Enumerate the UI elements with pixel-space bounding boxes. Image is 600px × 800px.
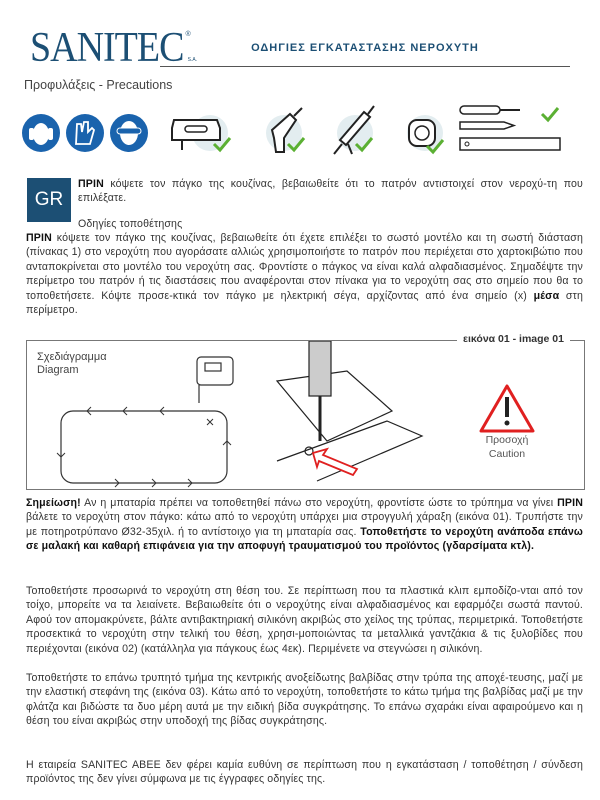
silicone-gun-icon: [334, 106, 374, 154]
placement-paragraph: Τοποθετήστε προσωρινά το νεροχύτη στη θέση του. Σε περίπτωση που τα πλαστικά κλιπ εμποδίζο-νται από τον τοίχο, μπορείτε να τα λειαίνετε. Βεβαιωθείτε ότι ο νεροχύτης είναι αλφαδιασμένος και εφαρμόζει σωστά παντού. Αφού τον απομακρύνετε, βάλτε αντιβακτηριακή σιλικόνη ακριβώς στο χείλος της τρύπας, περιμετρικά. Τοποθετήστε προσεκτικά το νεροχύτη στην τελική του θέση, χρησι-μοποιώντας τα μεταλλικά γαντζάκια & τις ξυλοβίδες που περιέχονται (εικόνα 02) (κατάλληλα για πάγκους έως 4εκ). Περιμένετε να στεγνώσει η σιλικόνη.: [26, 585, 583, 655]
safety-goggles-icon: [110, 114, 148, 152]
header-divider: [160, 66, 570, 67]
screwdriver-pencil-level-icon: [460, 106, 560, 150]
precaution-icons: [22, 100, 582, 170]
diagram-label: Σχεδιάγραμμα Diagram: [37, 351, 107, 376]
note-paragraph: Σημείωση! Αν η μπαταρία πρέπει να τοποθετηθεί πάνω στο νεροχύτη, φροντίστε ώστε το τρύπημα να γίνει ΠΡΙΝ βάλετε το νεροχύτη στον πάγκο: κάτω από το νεροχύτη υπάρχει μια στρογγυλή χάραξη (εικόνα 01). Τρυπήστε την με ποτηροτρύπανο Ø32-35χιλ. ή το αντίστοιχο για τη μπαταρία σας. Τοποθετήστε το νεροχύτη ανάποδα επάνω σε μαλακή και καθαρή επιφάνεια για την αποφυγή τραυματισμού του προϊόντος (γδαρσίματα κτλ).: [26, 497, 583, 553]
figure-label: εικόνα 01 - image 01: [457, 333, 570, 345]
red-arrow: [313, 449, 357, 475]
gloves-icon: [66, 114, 104, 152]
instructions-paragraph: ΠΡΙΝ κόψετε τον πάγκο της κουζίνας, βεβαιωθείτε ότι έχετε επιλέξει το σωστό μοντέλο και τη σωστή διάσταση (πίνακας 1) στο νεροχύτη που αγοράσατε αλλιώς χρησιμοποιήστε το πατρόν που περιέχεται στο χαρτοκιβώτιο που ανταποκρίνεται στο μοντέλο του νεροχύτη σας. Φροντίστε ο πάγκος να είναι καλά αλφαδιασμένος. Σημαδέψτε την περίμετρο του πατρόν ή τις διαστάσεις που αναφέρονται στον πίνακα για το νεροχύτη σας στο σημείο που θα το τοποθετήσετε. Κόψτε προσε-κτικά τον πάγκο με ηλεκτρική σέγα, αρχίζοντας από ένα σημείο (x) μέσα στη περίμετρο.: [26, 232, 583, 317]
ear-protection-icon: [22, 114, 60, 152]
cutting-diagram: [27, 341, 584, 489]
caution-label: Προσοχή Caution: [485, 434, 529, 460]
valve-paragraph: Τοποθετήστε το επάνω τρυπητό τμήμα της κεντρικής ανοξείδωτης βαλβίδας στην τρύπα της αποχέ-τευσης, μαζί με την ελαστική στεφάνη της (εικόνα 03). Κάτω από το νεροχύτη, τοποθετήστε το κάτω τμήμα της βαλβίδας μαζί με την φλάτζα και βιδώστε τα δυο μέρη αυτά με την ειδική βίδα συγκράτησης. Το επάνω σχαράκι είναι αφαιρούμενο και η θέση του είναι ακριβώς στην υποδοχή της βίδας συγκράτησης.: [26, 672, 583, 728]
instructions-heading: Οδηγίες τοποθέτησης: [78, 218, 183, 230]
drill-icon: [266, 108, 304, 152]
drilling-illustration: [277, 341, 422, 481]
jigsaw-icon: [197, 357, 233, 403]
page-title: ΟΔΗΓΙΕΣ ΕΓΚΑΤΑΣΤΑΣΗΣ ΝΕΡΟΧΥΤΗ: [251, 42, 479, 54]
tape-measure-icon: [407, 115, 443, 152]
jigsaw-icon: [172, 115, 230, 151]
figure-01: [26, 333, 585, 490]
language-badge: GR: [27, 178, 71, 222]
intro-paragraph: ΠΡΙΝ κόψετε τον πάγκο της κουζίνας, βεβαιωθείτε ότι το πατρόν αντιστοιχεί στον νεροχύ-τη που επιλέξατε.: [78, 178, 583, 205]
caution-icon: [481, 386, 533, 431]
sanitec-logo: SANITEC ®S.A.: [30, 24, 198, 72]
disclaimer-paragraph: Η εταιρεία SANITEC ABEE δεν φέρει καμία ευθύνη σε περίπτωση που η εγκατάσταση / τοποθέτηση / σύνδεση προϊόντος της δεν γίνει σύμφωνα με τις έγγραφες οδηγίες της.: [26, 759, 583, 786]
precautions-heading: Προφυλάξεις - Precautions: [24, 78, 173, 92]
